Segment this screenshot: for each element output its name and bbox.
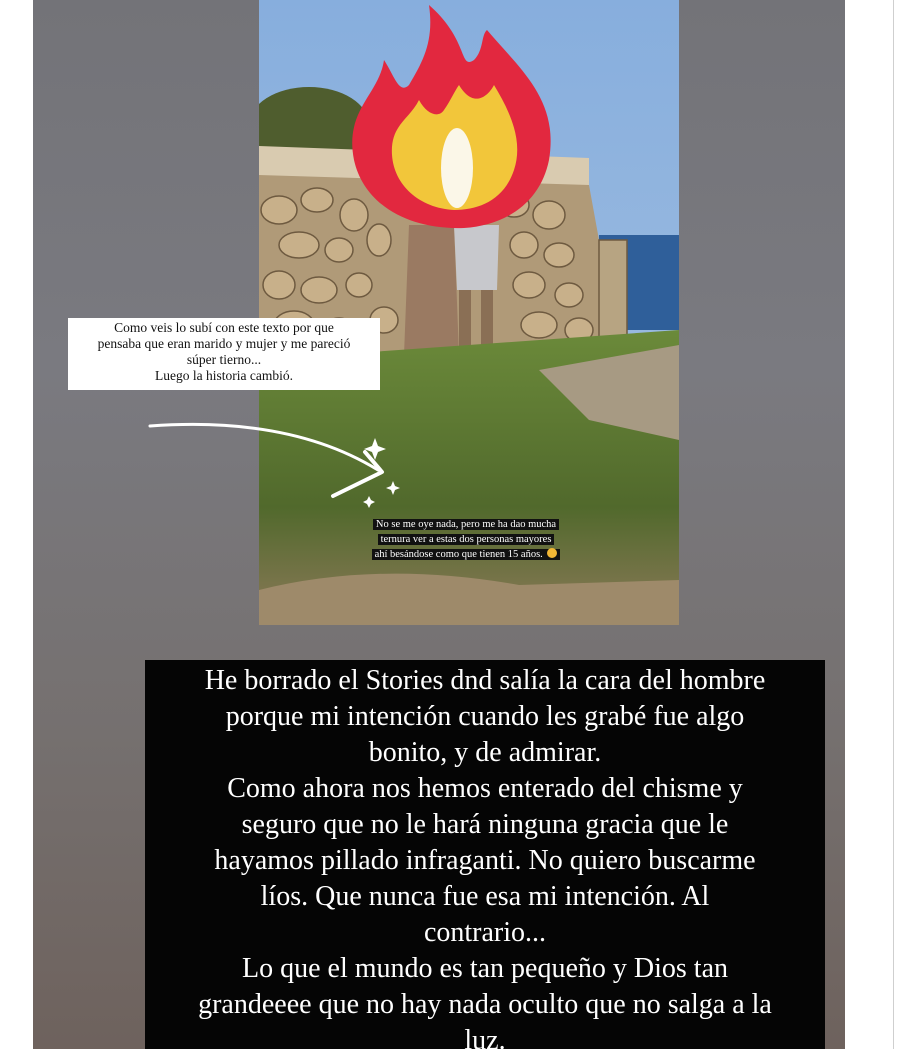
message-line: porque mi intención cuando les grabé fue algo [225,701,745,732]
message-line: bonito, y de admirar. [368,737,602,768]
message-line: luz. [464,1025,506,1049]
video-caption [346,517,586,562]
message-line: grandeeee que no hay nada oculto que no salga a la [198,989,772,1020]
page-edge-divider [893,0,894,1049]
note-line: Luego la historia cambió. [155,368,293,383]
caption-line: ternura ver a estas dos personas mayores [378,534,555,545]
story-note-box [68,318,380,390]
note-line: pensaba que eran marido y mujer y me pareció [97,336,351,351]
note-line: Como veis lo subí con este texto por que [114,320,334,335]
heart-eyes-emoji-icon [547,548,557,558]
story-frame [33,0,845,1049]
message-line: hayamos pillado infraganti. No quiero buscarme [214,845,756,876]
message-line: Como ahora nos hemos enterado del chisme y [227,773,743,804]
message-line: Lo que el mundo es tan pequeño y Dios tan [241,953,728,984]
message-line: seguro que no le hará ninguna gracia que le [241,809,729,840]
caption-line: No se me oye nada, pero me ha dao mucha [373,519,559,530]
message-line: contrario... [423,917,547,948]
caption-line: ahí besándose como que tienen 15 años. [374,549,543,560]
story-message-box [145,660,825,1049]
message-line: líos. Que nunca fue esa mi intención. Al [260,881,710,912]
message-line: He borrado el Stories dnd salía la cara del hombre [204,665,766,696]
note-line: súper tierno... [186,352,262,367]
